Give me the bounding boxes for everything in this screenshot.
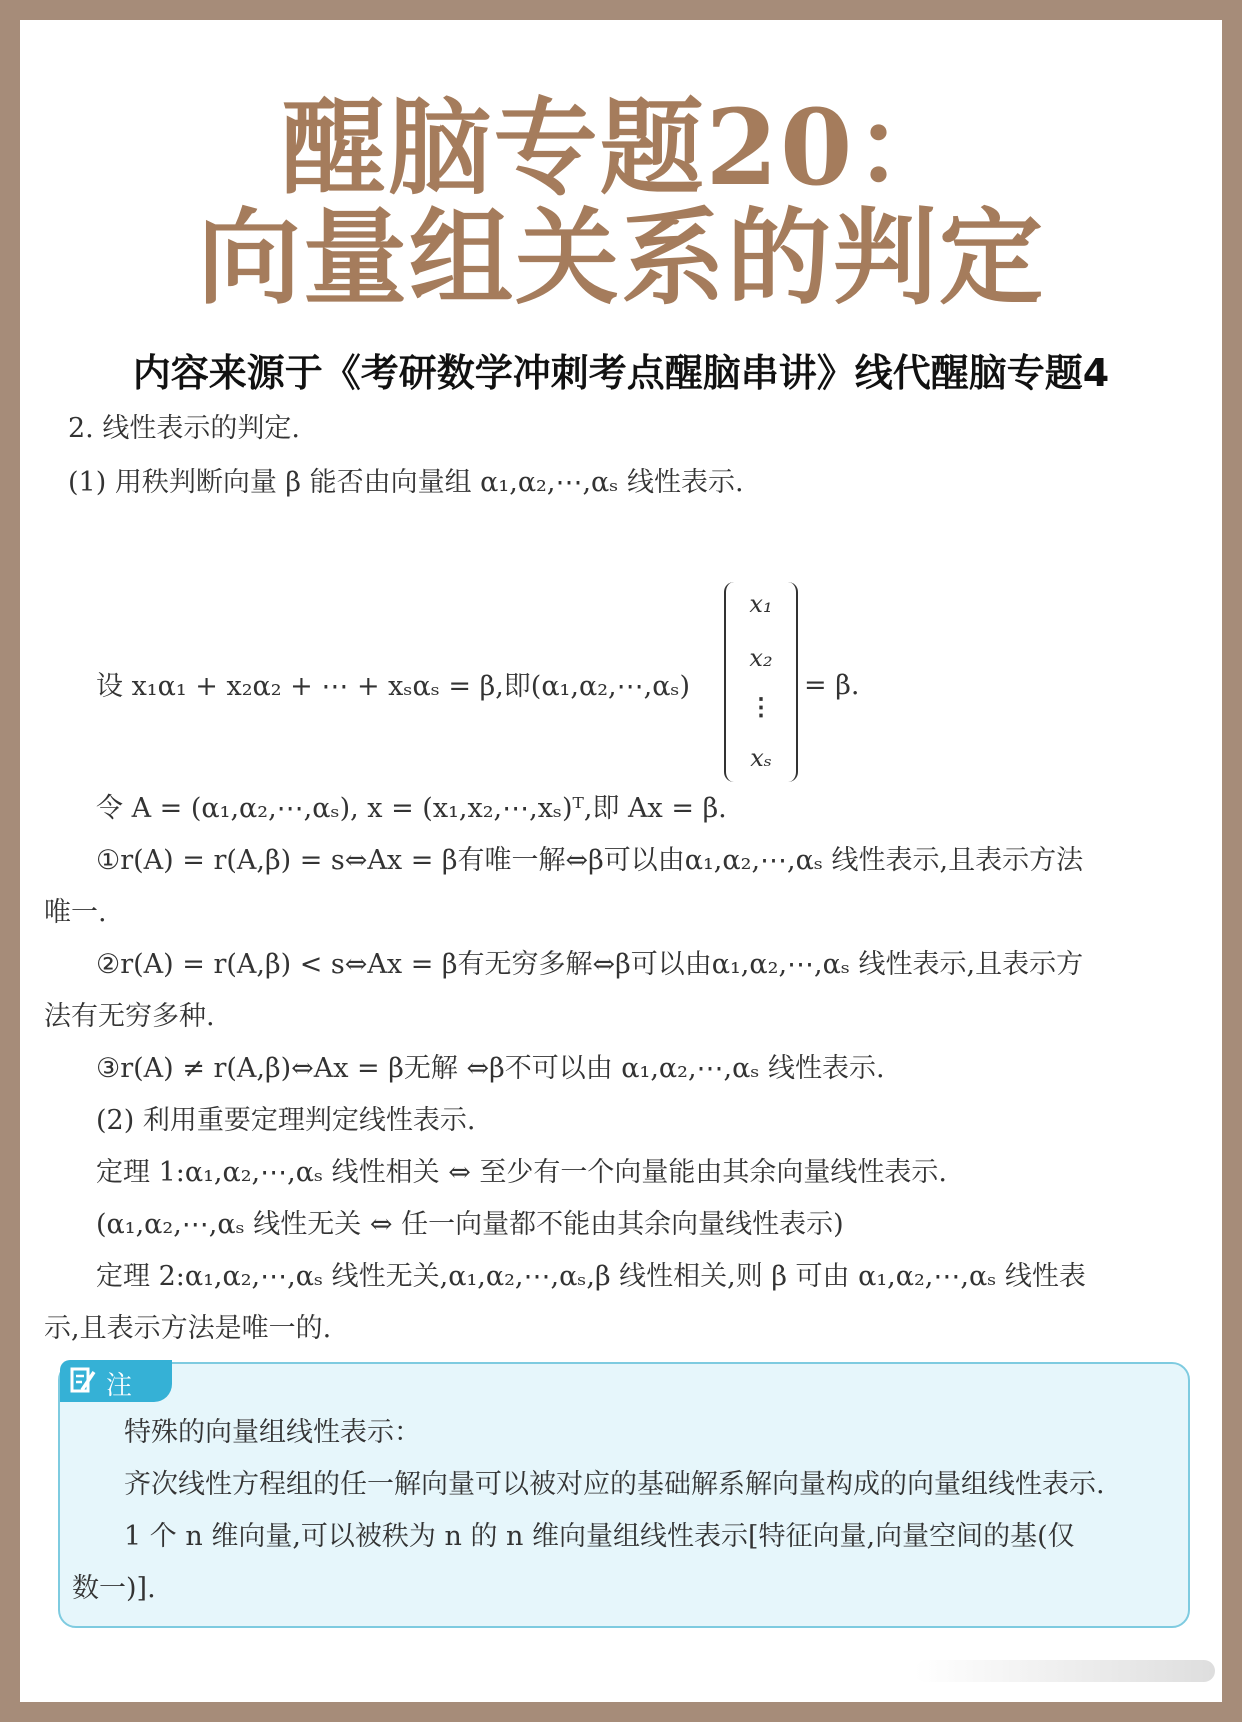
page-title-line2: 向量组关系的判定 bbox=[196, 196, 1045, 319]
set-equation-tail: = β. bbox=[804, 670, 860, 701]
section-heading: 2. 线性表示的判定. bbox=[68, 413, 300, 444]
watermark bbox=[915, 1660, 1215, 1682]
theorem-1-paren: (α₁,α₂,⋯,αₛ 线性无关 ⇔ 任一向量都不能由其余向量线性表示) bbox=[96, 1209, 844, 1240]
vector-entry-dots: ⋮ bbox=[749, 692, 773, 721]
vector-entry-xs: xₛ bbox=[750, 744, 772, 772]
case-3: ③r(A) ≠ r(A,β)⇔Ax = β无解 ⇔β不可以由 α₁,α₂,⋯,αₛ 线性表示. bbox=[96, 1053, 885, 1084]
let-equation: 令 A = (α₁,α₂,⋯,αₛ), x = (x₁,x₂,⋯,xₛ)ᵀ,即 Ax = β. bbox=[96, 793, 727, 824]
case-2-line2: 法有无穷多种. bbox=[44, 1001, 215, 1032]
column-vector bbox=[724, 582, 798, 782]
page-subtitle: 内容来源于《考研数学冲刺考点醒脑串讲》线代醒脑专题4 bbox=[132, 351, 1110, 395]
note-line-2: 齐次线性方程组的任一解向量可以被对应的基础解系解向量构成的向量组线性表示. bbox=[124, 1469, 1105, 1500]
page bbox=[20, 20, 1222, 1702]
page-title-line1: 醒脑专题20： bbox=[281, 86, 961, 209]
theorem-2-line1: 定理 2:α₁,α₂,⋯,αₛ 线性无关,α₁,α₂,⋯,αₛ,β 线性相关,则 β 可由 α₁,α₂,⋯,αₛ 线性表 bbox=[96, 1261, 1086, 1292]
note-line-1: 特殊的向量组线性表示： bbox=[124, 1417, 421, 1448]
vector-entry-x1: x₁ bbox=[749, 590, 773, 618]
case-1-line2: 唯一. bbox=[44, 897, 107, 928]
set-equation: 设 x₁α₁ + x₂α₂ + ⋯ + xₛαₛ = β,即(α₁,α₂,⋯,αₛ) bbox=[96, 671, 691, 702]
note-line-4: 数一)]. bbox=[72, 1573, 156, 1604]
subsection-1-heading: (1) 用秩判断向量 β 能否由向量组 α₁,α₂,⋯,αₛ 线性表示. bbox=[68, 467, 744, 498]
subsection-2-heading: (2) 利用重要定理判定线性表示. bbox=[96, 1105, 476, 1136]
theorem-2-line2: 示,且表示方法是唯一的. bbox=[44, 1313, 332, 1344]
theorem-1: 定理 1:α₁,α₂,⋯,αₛ 线性相关 ⇔ 至少有一个向量能由其余向量线性表示. bbox=[96, 1157, 947, 1188]
vector-entry-x2: x₂ bbox=[749, 644, 773, 672]
note-tag-label: 注 bbox=[106, 1371, 133, 1401]
note-tag bbox=[60, 1360, 172, 1402]
case-2-line1: ②r(A) = r(A,β) < s⇔Ax = β有无穷多解⇔β可以由α₁,α₂,⋯,αₛ 线性表示,且表示方 bbox=[96, 949, 1084, 980]
note-line-3: 1 个 n 维向量,可以被秩为 n 的 n 维向量组线性表示[特征向量,向量空间的基(仅 bbox=[124, 1521, 1075, 1552]
case-1-line1: ①r(A) = r(A,β) = s⇔Ax = β有唯一解⇔β可以由α₁,α₂,⋯,αₛ 线性表示,且表示方法 bbox=[96, 845, 1084, 876]
note-pencil-icon bbox=[70, 1366, 96, 1396]
